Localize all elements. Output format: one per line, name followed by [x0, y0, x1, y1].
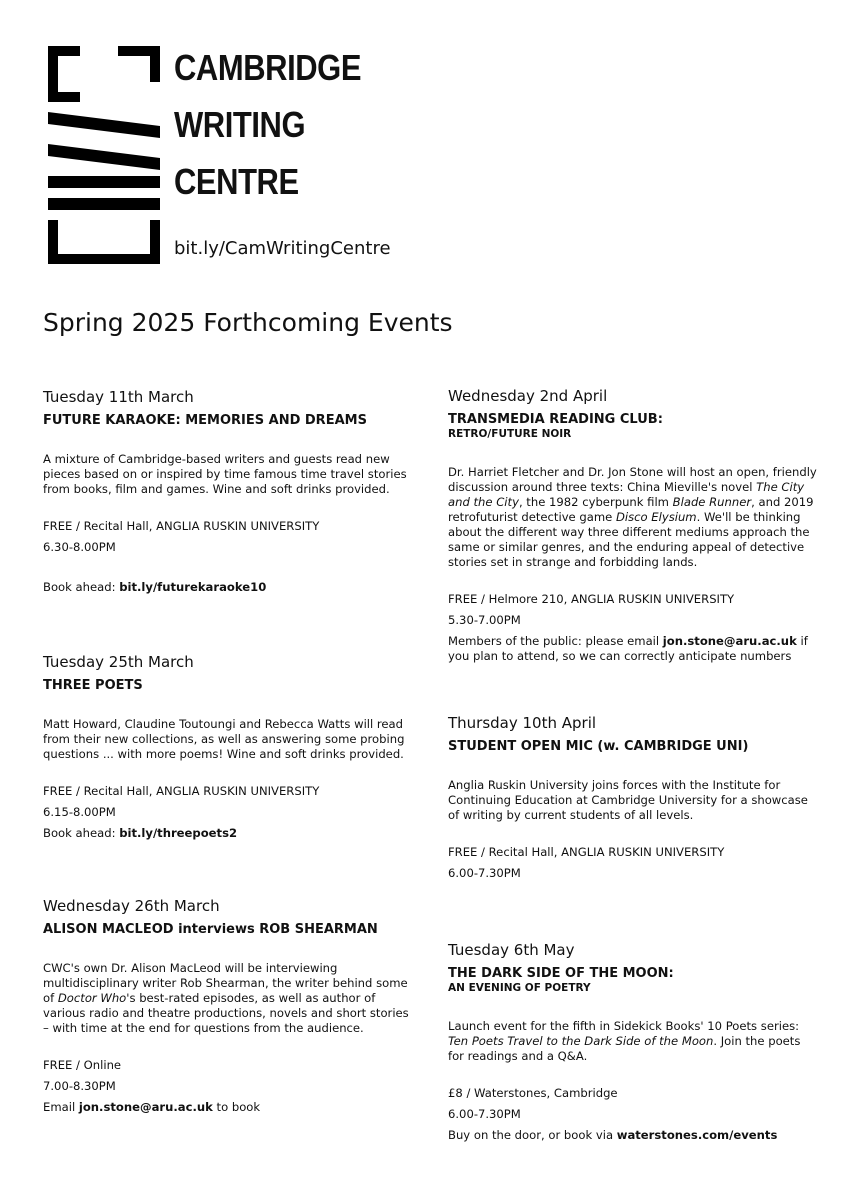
- note-suffix: if you plan to attend, so we can correctly anticipate numbers: [448, 633, 808, 663]
- booking-suffix: to book: [212, 1100, 261, 1114]
- booking-prefix: Buy on the door, or book via: [448, 1127, 617, 1142]
- event-date: Tuesday 11th March: [43, 388, 194, 406]
- note-email-link[interactable]: jon.stone@aru.ac.uk: [662, 633, 797, 648]
- event-date: Wednesday 2nd April: [448, 387, 608, 405]
- event-subtitle: AN EVENING OF POETRY: [448, 982, 591, 994]
- booking-link[interactable]: jon.stone@aru.ac.uk: [78, 1100, 213, 1114]
- logo-bar: [150, 46, 160, 82]
- event-future-karaoke: [43, 390, 415, 595]
- cwc-logo-mark: [48, 46, 160, 264]
- desc-text: . We'll be thinking about the different way three different mediums approach the same or similar genres, and the enduring appeal of detective stories set in strange and forbidding lands.: [448, 509, 810, 569]
- desc-text: , the 1982 cyberpunk film: [518, 494, 673, 509]
- booking-link[interactable]: bit.ly/futurekaraoke10: [119, 580, 267, 594]
- desc-text: Launch event for the fifth in Sidekick Books' 10 Poets series:: [448, 1018, 800, 1033]
- event-description: Anglia Ruskin University joins forces with the Institute for Continuing Education at Cambridge University for a showcase of writing by current students of all levels.: [448, 778, 808, 822]
- brand-line-writing: WRITING: [174, 104, 306, 145]
- desc-italic: Ten Poets Travel to the Dark Side of the Moon: [448, 1033, 714, 1048]
- event-macleod-shearman: [43, 899, 415, 1115]
- desc-text: . Join the poets for readings and a Q&A.: [448, 1033, 801, 1063]
- logo-bar: [150, 220, 160, 264]
- desc-italic: Disco Elysium: [615, 509, 697, 524]
- event-description: [448, 465, 818, 570]
- event-venue: FREE / Recital Hall, ANGLIA RUSKIN UNIVERSITY: [43, 519, 320, 533]
- event-title: FUTURE KARAOKE: MEMORIES AND DREAMS: [43, 413, 367, 428]
- brand-line-centre: CENTRE: [174, 161, 299, 202]
- event-venue: FREE / Recital Hall, ANGLIA RUSKIN UNIVERSITY: [43, 784, 320, 798]
- booking-link[interactable]: waterstones.com/events: [616, 1127, 778, 1142]
- event-date: Thursday 10th April: [448, 714, 597, 732]
- event-venue: FREE / Online: [43, 1058, 122, 1072]
- logo-slash: [48, 112, 160, 138]
- event-time: 6.30-8.00PM: [43, 540, 116, 554]
- desc-italic: Doctor Who: [57, 991, 127, 1005]
- event-description: Matt Howard, Claudine Toutoungi and Rebecca Watts will read from their new collections, as well as answering some probing questions ... with more poems! Wine and soft drinks provided.: [43, 717, 405, 761]
- event-booking: [43, 1100, 415, 1115]
- event-student-open-mic: [448, 716, 818, 881]
- event-transmedia-reading-club: [448, 389, 818, 664]
- event-booking: [43, 580, 415, 595]
- event-description: [43, 961, 415, 1036]
- event-time: 7.00-8.30PM: [43, 1079, 116, 1093]
- desc-text: , and 2019 retrofuturist detective game: [448, 494, 814, 524]
- brand-url[interactable]: bit.ly/CamWritingCentre: [174, 238, 391, 259]
- logo-bar: [48, 176, 160, 188]
- event-time: 6.15-8.00PM: [43, 805, 116, 819]
- event-booking: [448, 1128, 818, 1143]
- event-title: THREE POETS: [43, 678, 143, 693]
- event-three-poets: [43, 655, 415, 841]
- event-venue: FREE / Helmore 210, ANGLIA RUSKIN UNIVERSITY: [448, 591, 735, 606]
- event-time: 5.30-7.00PM: [448, 612, 521, 627]
- desc-text: Dr. Harriet Fletcher and Dr. Jon Stone will host an open, friendly discussion around three texts: China Mieville's novel: [448, 464, 817, 494]
- event-dark-side-of-the-moon: [448, 943, 818, 1143]
- event-subtitle: RETRO/FUTURE NOIR: [448, 428, 572, 440]
- event-title: TRANSMEDIA READING CLUB:: [448, 412, 663, 427]
- event-note: [448, 634, 818, 664]
- event-venue: £8 / Waterstones, Cambridge: [448, 1085, 618, 1100]
- desc-italic: The City and the City: [448, 479, 805, 509]
- desc-text: 's best-rated episodes, as well as author of various radio and theatre productions, novels and short stories – with time at the end for questions from the audience.: [43, 991, 409, 1035]
- page-title: Spring 2025 Forthcoming Events: [43, 308, 453, 337]
- event-description: A mixture of Cambridge-based writers and guests read new pieces based on or inspired by time famous time travel stories from books, film and games. Wine and soft drinks provided.: [43, 452, 407, 496]
- event-venue: FREE / Recital Hall, ANGLIA RUSKIN UNIVERSITY: [448, 845, 725, 859]
- event-date: Tuesday 6th May: [448, 941, 575, 959]
- event-description: [448, 1019, 818, 1064]
- booking-link[interactable]: bit.ly/threepoets2: [119, 826, 238, 840]
- event-booking: [43, 826, 415, 841]
- event-title: ALISON MACLEOD interviews ROB SHEARMAN: [43, 922, 378, 937]
- logo-slash: [48, 144, 160, 170]
- desc-text: CWC's own Dr. Alison MacLeod will be interviewing multidisciplinary writer Rob Shearman, the writer behind some of: [43, 961, 408, 1005]
- booking-prefix: Book ahead:: [43, 580, 120, 594]
- brand-line-cambridge: CAMBRIDGE: [174, 47, 362, 88]
- event-title: THE DARK SIDE OF THE MOON:: [448, 966, 674, 981]
- event-time: 6.00-7.30PM: [448, 1106, 521, 1121]
- logo-bar: [48, 254, 160, 264]
- booking-prefix: Book ahead:: [43, 826, 120, 840]
- desc-italic: Blade Runner: [672, 494, 752, 509]
- event-date: Tuesday 25th March: [43, 653, 194, 671]
- event-date: Wednesday 26th March: [43, 897, 220, 915]
- event-title: STUDENT OPEN MIC (w. CAMBRIDGE UNI): [448, 739, 749, 754]
- booking-prefix: Email: [43, 1100, 79, 1114]
- note-prefix: Members of the public: please email: [448, 633, 663, 648]
- logo-bar: [48, 92, 80, 102]
- logo-bar: [48, 198, 160, 210]
- event-time: 6.00-7.30PM: [448, 866, 521, 880]
